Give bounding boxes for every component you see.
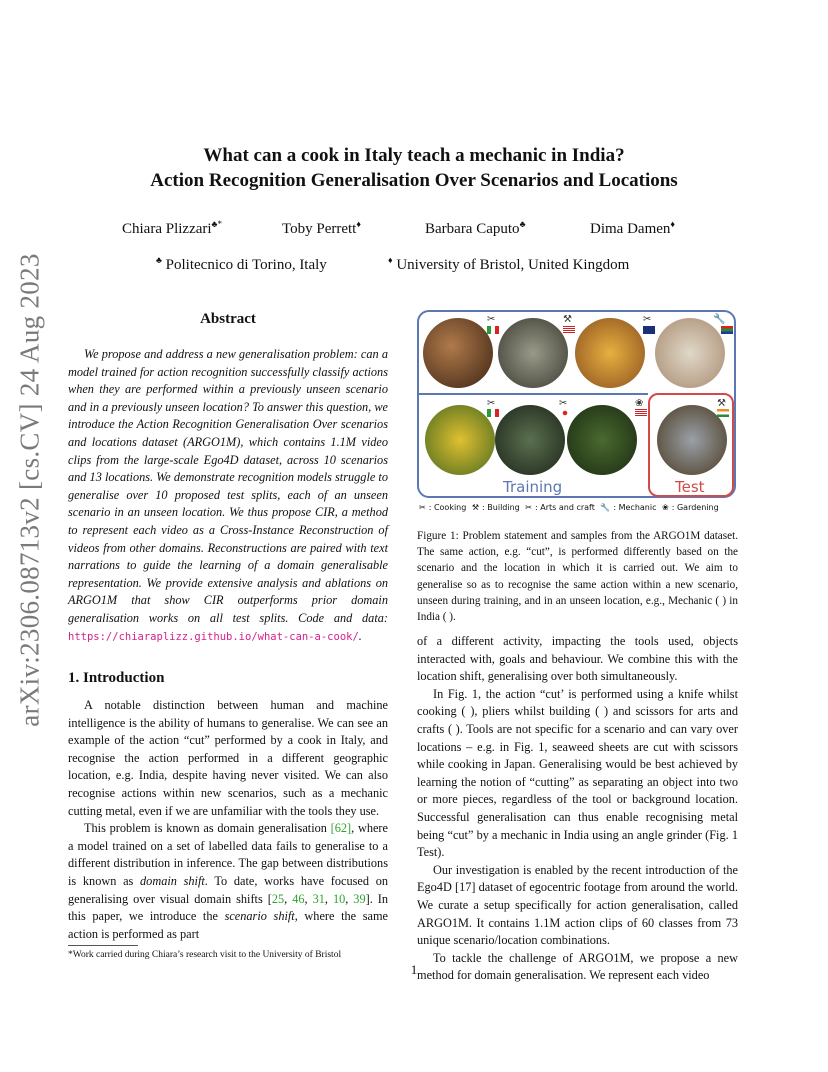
flag-italy-icon — [487, 326, 499, 334]
affiliation — [388, 255, 629, 274]
intro-paragraph-1: A notable distinction between human and machine intelligence is the ability of humans to generalise. We can see an example of the action “cut” performed by a cook in Italy, and recognise the action performed in a different geographic location, e.g. India, despite having never visited. We can also recognise actions within new scenarios, such as a mechanic cutting metal, even if we are unfamiliar with the tools they use. — [68, 698, 388, 818]
author — [122, 219, 222, 238]
sample-image-arts-uk — [575, 318, 645, 388]
citation-link[interactable]: 46 — [292, 891, 305, 906]
flag-southafrica-icon — [721, 326, 733, 334]
flag-italy-icon — [487, 409, 499, 417]
legend-label: : Cooking — [428, 503, 467, 512]
pliers-icon: ⚒ — [471, 503, 480, 512]
citation-link[interactable]: 10 — [332, 891, 346, 906]
scissors-icon: ✂ — [525, 503, 532, 512]
flag-japan-icon — [559, 409, 571, 417]
figure-legend — [419, 503, 740, 512]
plant-icon: ❀ — [635, 398, 644, 409]
citation-link[interactable]: 25 — [271, 891, 285, 906]
section-heading: 1. Introduction — [68, 670, 165, 686]
flag-uk-icon — [643, 326, 655, 334]
author-mark: ♦ — [356, 219, 361, 229]
intro-left — [68, 697, 388, 943]
sample-image-mechanic-southafrica — [655, 318, 725, 388]
affiliation-mark: ♣ — [156, 255, 162, 265]
knife-icon: ✂ — [559, 398, 568, 409]
flag-india-icon — [717, 409, 729, 417]
title-line-1: What can a cook in Italy teach a mechanic in India? — [203, 145, 625, 166]
paper-title — [0, 143, 828, 193]
author-name: Toby Perrett — [282, 221, 357, 237]
intro-right — [417, 633, 738, 985]
footnote-rule — [68, 945, 138, 946]
citation-link[interactable]: [62] — [330, 821, 352, 836]
scissors-icon: ✂ — [643, 314, 652, 325]
sample-image-cooking-japan — [495, 405, 565, 475]
legend-label: : Gardening — [671, 503, 719, 512]
right-paragraph-4: To tackle the challenge of ARGO1M, we propose a new method for domain generalisation. We represent each video — [417, 950, 738, 983]
arxiv-sidebar — [10, 253, 50, 727]
citation-link[interactable]: 39 — [353, 891, 366, 906]
right-paragraph-1: of a different activity, impacting the tools used, objects interacted with, goals and behaviour. We combine this with the location shift, generalising over both simultaneously. — [417, 634, 738, 684]
plant-icon: ❀ — [662, 503, 669, 512]
intro-paragraph-2: This problem is known as domain generalisation [62], where a model trained on a set of labelled data fails to generalise to a different distribution in inference. The gap between distributions is known as domain shift. To date, works have focused on generalising over visual domain shifts [25, 46, 31, 10, 39]. In this paper, we introduce the scenario shift, where the same action is performed as part — [68, 821, 388, 941]
wrench-icon: 🔧 — [600, 503, 611, 512]
knife-icon: ✂ — [487, 314, 496, 325]
citation-link[interactable]: 31 — [312, 891, 325, 906]
figure-1 — [417, 310, 738, 520]
abstract-text: We propose and address a new generalisation problem: can a model trained for action recognition successfully classify actions when they are performed within a previously unseen scenario and in a previously unseen location? To answer this question, we introduce the Action Recognition Generalisation Over scenarios and locations dataset (ARGO1M), which contains 1.1M video clips from the large-scale Ego4D dataset, across 10 scenarios and 13 locations. We demonstrate recognition models struggle to generalise over 10 proposed test splits, each of an unseen scenario in an unseen location. We thus propose CIR, a method to represent each video as a Cross-Instance Reconstruction of videos from other domains. Reconstructions are paired with text narrations to guide the learning of a domain generalisable representation. We provide extensive analysis and ablations on ARGO1M that show CIR outperforms prior domain generalisation works on all test splits. Code and data: — [68, 347, 388, 625]
text: . To date, works have focused on generalising over visual domain shifts — [68, 873, 388, 906]
sample-image-gardening-usa — [567, 405, 637, 475]
test-label: Test — [675, 478, 705, 496]
author-name: Chiara Plizzari — [122, 221, 212, 237]
pliers-icon: ⚒ — [563, 314, 572, 325]
author-mark: ♦ — [670, 219, 675, 229]
term: scenario shift — [224, 909, 295, 924]
flag-usa-icon — [635, 409, 647, 417]
flag-usa-icon — [563, 326, 575, 334]
right-paragraph-3: Our investigation is enabled by the recent introduction of the Ego4D [17] dataset of egocentric footage from around the world. We curate a setup specifically for action generalisation, called ARGO1M. It contains 1.1M action clips of 60 classes from 73 unique scenario/location combinations. — [417, 862, 738, 948]
author-mark: ♣* — [211, 219, 222, 229]
abstract-body: We propose and address a new generalisation problem: can a model trained for action recognition successfully classify actions when they are performed within a previously unseen scenario and in a previously unseen location? To answer this question, we introduce the Action Recognition Generalisation Over scenarios and locations dataset (ARGO1M), which contains 1.1M video clips from the large-scale Ego4D dataset, across 10 scenarios and 13 locations. We demonstrate recognition models struggle to generalise over 10 proposed test splits, each of an unseen scenario in an unseen location. We thus propose CIR, a method to represent each video as a Cross-Instance Reconstruction of videos from other domains. Reconstructions are paired with text narrations to guide the learning of a domain generalisable representation. We provide extensive analysis and ablations on ARGO1M that show CIR outperforms prior domain generalisation works on all test splits. Code and data: https://chiaraplizz.github.io/what-can-a-cook/. — [68, 347, 388, 643]
page-number: 1 — [410, 962, 418, 977]
author — [282, 219, 361, 238]
affiliation-name: University of Bristol, United Kingdom — [396, 257, 630, 273]
text: . In this paper, we introduce the — [68, 891, 388, 924]
footnote: *Work carried during Chiara’s research visit to the University of Bristol — [68, 950, 342, 960]
author-name: Barbara Caputo — [425, 221, 520, 237]
text: , where a model trained on a set of labelled data fails to generalise to a different distribution in inference. The gap between distributions is known as — [68, 821, 388, 888]
wrench-icon: 🔧 — [713, 314, 726, 325]
affiliation-mark: ♦ — [388, 255, 393, 265]
sample-image-building-usa — [498, 318, 568, 388]
arxiv-identifier: arXiv:2306.08713v2 [cs.CV] 24 Aug 2023 — [14, 253, 45, 727]
affiliation — [156, 255, 327, 274]
knife-icon: ✂ — [419, 503, 426, 512]
text: , where the same action is performed as part — [68, 909, 388, 941]
legend-label: : Arts and craft — [535, 503, 595, 512]
figure-caption: Figure 1: Problem statement and samples from the ARGO1M dataset. The same action, e.g. “cut”, is performed differently based on the scenario and the location in which it is carried out. We aim to generalise so as to recognise the same action within a new scenario, unseen during training, and in an unseen location, e.g., Mechanic ( ) in India ( ). — [417, 530, 738, 624]
sample-image-cooking-italy — [423, 318, 493, 388]
legend-label: : Mechanic — [613, 503, 657, 512]
training-divider — [417, 393, 648, 395]
author-mark: ♣ — [519, 219, 526, 229]
title-line-2: Action Recognition Generalisation Over Scenarios and Locations — [150, 170, 678, 191]
author — [425, 219, 525, 238]
training-label: Training — [503, 478, 563, 496]
knife-icon: ✂ — [487, 398, 496, 409]
sample-image-cooking-italy-2 — [425, 405, 495, 475]
legend-label: : Building — [482, 503, 520, 512]
affiliation-name: Politecnico di Torino, Italy — [165, 257, 327, 273]
project-link[interactable]: https://chiaraplizz.github.io/what-can-a-cook/ — [68, 630, 359, 643]
author-name: Dima Damen — [590, 221, 671, 237]
author — [590, 219, 675, 238]
abstract-heading: Abstract — [200, 311, 256, 327]
text: This problem is known as domain generalisation — [84, 821, 331, 836]
term: domain shift — [140, 873, 205, 888]
wrench-icon: ⚒ — [717, 398, 726, 409]
right-paragraph-2: In Fig. 1, the action “cut’ is performed using a knife whilst cooking ( ), pliers whilst building ( ) and scissors for arts and crafts ( ). Tools are not specific for a scenario and can vary over locations – e.g. in Fig. 1, seaweed sheets are cut with scissors while cooking in Japan. Generalising would be best achieved by learning the notion of “cutting” as separating an object into two or more pieces, regardless of the tool or background location. Successful generalisation can thus enable recognising metal being “cut” by a mechanic in India using an angle grinder (Fig. 1 Test). — [417, 686, 738, 860]
